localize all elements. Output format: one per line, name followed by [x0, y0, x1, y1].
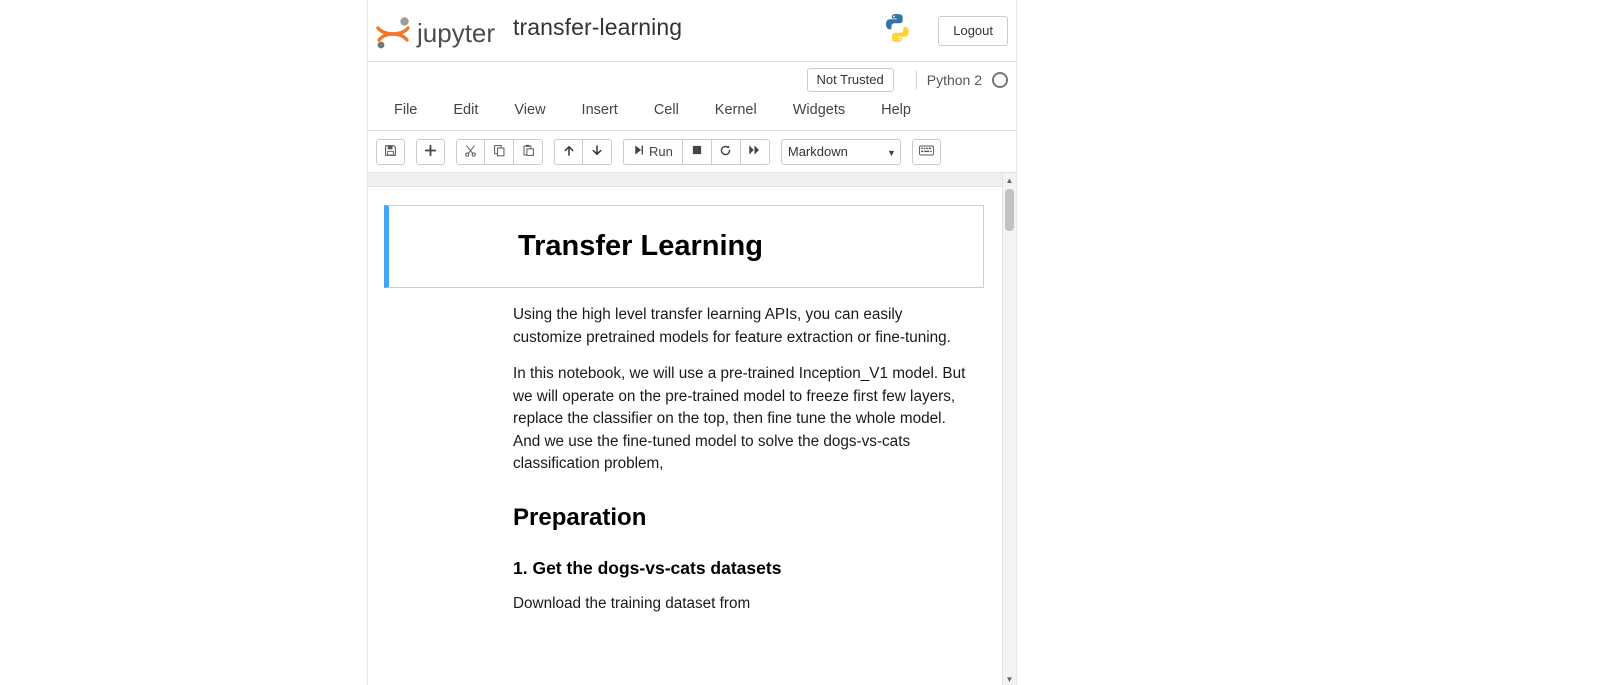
notebook-name[interactable]: transfer-learning	[513, 14, 683, 40]
cell-type-select-wrap	[781, 139, 912, 165]
subsection-heading-datasets: 1. Get the dogs-vs-cats datasets	[513, 557, 782, 578]
floppy-disk-icon	[384, 144, 397, 160]
arrow-down-icon	[591, 144, 603, 160]
scrollbar-thumb[interactable]	[1005, 189, 1014, 231]
markdown-cell-intro[interactable]	[384, 288, 984, 476]
run-cell-button[interactable]	[623, 139, 683, 165]
markdown-cell-title[interactable]	[384, 205, 984, 288]
menu-cell[interactable]: Cell	[653, 102, 679, 118]
insert-cell-button[interactable]	[416, 139, 445, 165]
scroll-down-arrow-icon[interactable]: ▼	[1005, 674, 1014, 684]
stop-square-icon	[691, 144, 703, 159]
toolbar-group-move	[554, 139, 612, 165]
trust-status-badge[interactable]: Not Trusted	[807, 68, 894, 92]
scroll-up-arrow-icon[interactable]: ▲	[1005, 175, 1014, 185]
status-divider	[916, 71, 917, 89]
copy-icon	[493, 144, 506, 160]
move-cell-down-button[interactable]	[583, 139, 612, 165]
download-paragraph: Download the training dataset from	[513, 594, 751, 612]
jupyter-notebook-app	[367, 0, 1017, 685]
fast-forward-icon	[748, 144, 761, 159]
arrow-up-icon	[563, 144, 575, 160]
logout-button[interactable]: Logout	[938, 16, 1008, 46]
python-logo-icon	[880, 11, 914, 45]
menu-bar	[376, 98, 929, 122]
cell-list	[368, 187, 1002, 685]
vertical-scrollbar[interactable]	[1002, 173, 1016, 685]
clipboard-paste-icon	[522, 144, 535, 160]
section-heading-preparation: Preparation	[513, 503, 647, 531]
markdown-render-area	[389, 230, 973, 263]
cut-button[interactable]	[456, 139, 485, 165]
menubar-container	[368, 62, 1016, 131]
toolbar-group-run	[623, 139, 770, 165]
toolbar-group-palette	[912, 139, 941, 165]
markdown-render-area	[384, 304, 974, 476]
copy-button[interactable]	[485, 139, 514, 165]
menu-widgets[interactable]: Widgets	[792, 102, 846, 118]
jupyter-logo[interactable]	[372, 11, 498, 51]
menu-view[interactable]: View	[514, 102, 546, 118]
save-button[interactable]	[376, 139, 405, 165]
command-palette-button[interactable]	[912, 139, 941, 165]
toolbar-group-save	[376, 139, 405, 165]
svg-text:jupyter: jupyter	[417, 18, 496, 48]
interrupt-kernel-button[interactable]	[683, 139, 712, 165]
keyboard-command-palette-icon	[919, 144, 934, 159]
notebook-top-strip	[368, 173, 1016, 187]
page-title: Transfer Learning	[518, 230, 763, 262]
chevron-down-icon: ▼	[886, 147, 896, 158]
notebook-header	[368, 0, 1016, 62]
toolbar-group-insert	[416, 139, 445, 165]
restart-kernel-button[interactable]	[712, 139, 741, 165]
plus-icon	[424, 144, 437, 160]
markdown-render-area	[384, 504, 974, 616]
cell-type-select[interactable]	[781, 139, 901, 165]
menu-file[interactable]: File	[394, 102, 418, 118]
restart-and-run-all-button[interactable]	[741, 139, 770, 165]
run-label: Run	[649, 144, 673, 159]
notebook-body	[368, 173, 1016, 685]
menu-insert[interactable]: Insert	[581, 102, 618, 118]
markdown-cell-preparation[interactable]	[384, 476, 984, 616]
intro-paragraph-1: Using the high level transfer learning APIs, you can easily customize pretrained models for feature extraction or fine-tuning.	[513, 306, 951, 346]
menu-edit[interactable]: Edit	[453, 102, 479, 118]
move-cell-up-button[interactable]	[554, 139, 583, 165]
kernel-idle-circle-icon	[992, 72, 1008, 88]
menu-kernel[interactable]: Kernel	[714, 102, 757, 118]
run-play-icon	[633, 144, 645, 159]
kernel-name-label[interactable]: Python 2	[926, 72, 982, 88]
restart-circular-arrow-icon	[719, 144, 732, 160]
scissors-icon	[464, 144, 477, 160]
notebook-toolbar	[368, 131, 1016, 173]
kernel-status-row	[807, 68, 1014, 92]
toolbar-group-clipboard	[456, 139, 543, 165]
menu-help[interactable]: Help	[881, 102, 911, 118]
paste-button[interactable]	[514, 139, 543, 165]
intro-paragraph-2: In this notebook, we will use a pre-trained Inception_V1 model. But we will operate on the pre-trained model to freeze first few layers, replace the classifier on the top, then fine tune the whole model. And we use the fine-tuned model to solve the dogs-vs-cats classification problem,	[513, 365, 966, 472]
